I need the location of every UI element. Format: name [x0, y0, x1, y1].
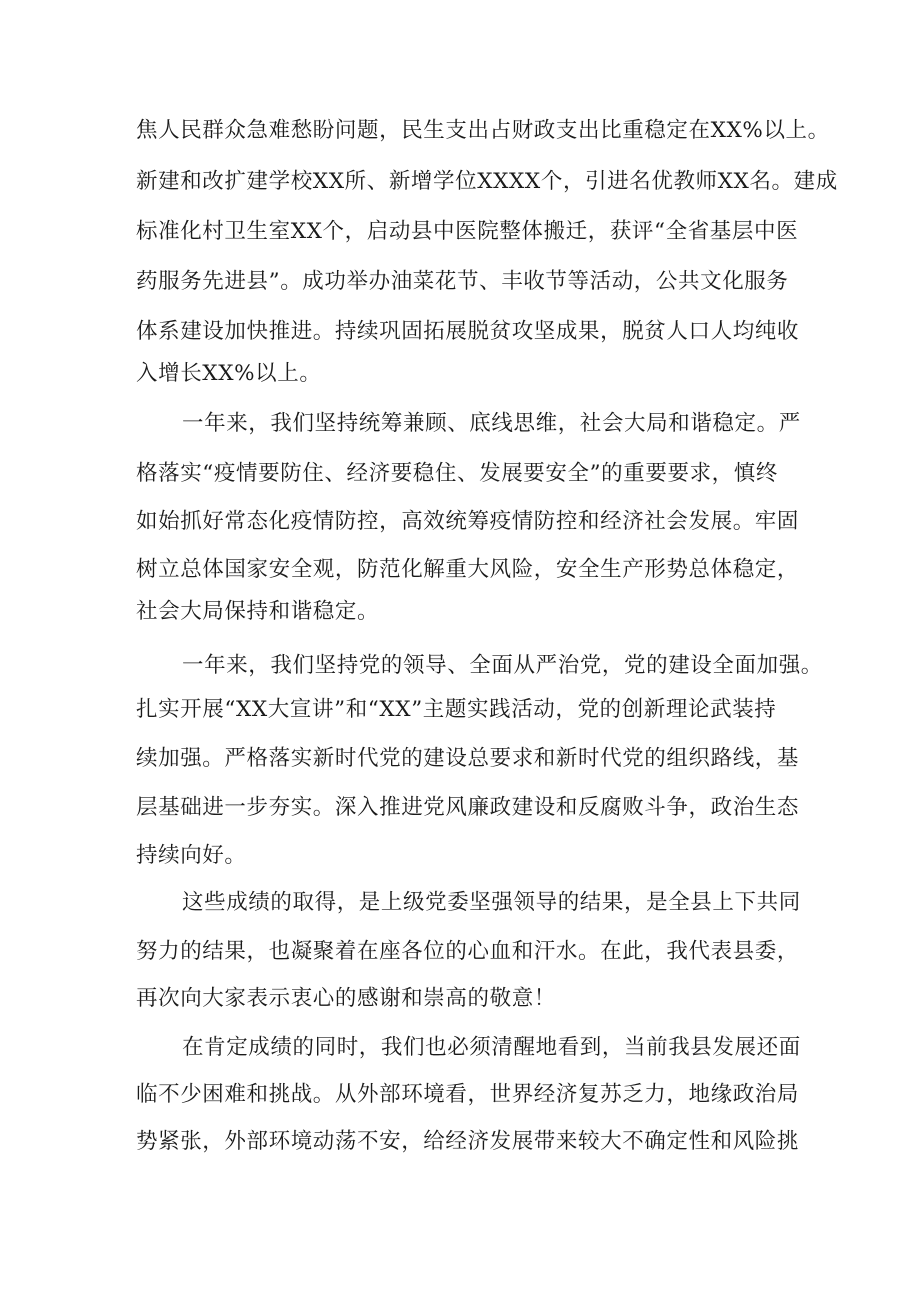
text-line: 一年来，我们坚持统筹兼顾、底线思维，社会大局和谐稳定。严 — [182, 411, 801, 436]
text-line: 持续向好。 — [136, 843, 247, 868]
text-line: 如始抓好常态化疫情防控，高效统筹疫情防控和经济社会发展。牢固 — [136, 509, 800, 534]
text-line: 药服务先进县”。成功举办油菜花节、丰收节等活动，公共文化服务 — [136, 269, 789, 294]
text-line: 扎实开展“XX大宣讲”和“XX”主题实践活动，党的创新理论武装持 — [136, 697, 777, 722]
text-line: 社会大局保持和谐稳定。 — [136, 599, 380, 624]
text-line: 新建和改扩建学校XX所、新增学位XXXX个，引进名优教师XX名。建成 — [136, 169, 838, 194]
text-line: 层基础进一步夯实。深入推进党风廉政建设和反腐败斗争，政治生态 — [136, 795, 800, 820]
text-line: 一年来，我们坚持党的领导、全面从严治党，党的建设全面加强。 — [182, 653, 823, 678]
text-line: 树立总体国家安全观，防范化解重大风险，安全生产形势总体稳定， — [136, 557, 800, 582]
text-line: 临不少困难和挑战。从外部环境看，世界经济复苏乏力，地缘政治局 — [136, 1082, 800, 1107]
text-line: 再次向大家表示衷心的感谢和崇高的敬意！ — [136, 986, 556, 1011]
text-line: 焦人民群众急难愁盼问题，民生支出占财政支出比重稳定在XX%以上。 — [136, 118, 830, 143]
text-line: 标准化村卫生室XX个，启动县中医院整体搬迁，获评“全省基层中医 — [136, 219, 799, 244]
text-line: 在肯定成绩的同时，我们也必须清醒地看到，当前我县发展还面 — [182, 1035, 801, 1060]
text-line: 势紧张，外部环境动荡不安，给经济发展带来较大不确定性和风险挑 — [136, 1129, 800, 1154]
text-line: 入增长XX%以上。 — [136, 361, 322, 386]
text-line: 体系建设加快推进。持续巩固拓展脱贫攻坚成果，脱贫人口人均纯收 — [136, 319, 800, 344]
text-line: 这些成绩的取得，是上级党委坚强领导的结果，是全县上下共同 — [182, 890, 801, 915]
text-line: 格落实“疫情要防住、经济要稳住、发展要安全”的重要要求，慎终 — [136, 461, 778, 486]
text-line: 续加强。严格落实新时代党的建设总要求和新时代党的组织路线，基 — [136, 746, 800, 771]
text-line: 努力的结果，也凝聚着在座各位的心血和汗水。在此，我代表县委， — [136, 939, 800, 964]
